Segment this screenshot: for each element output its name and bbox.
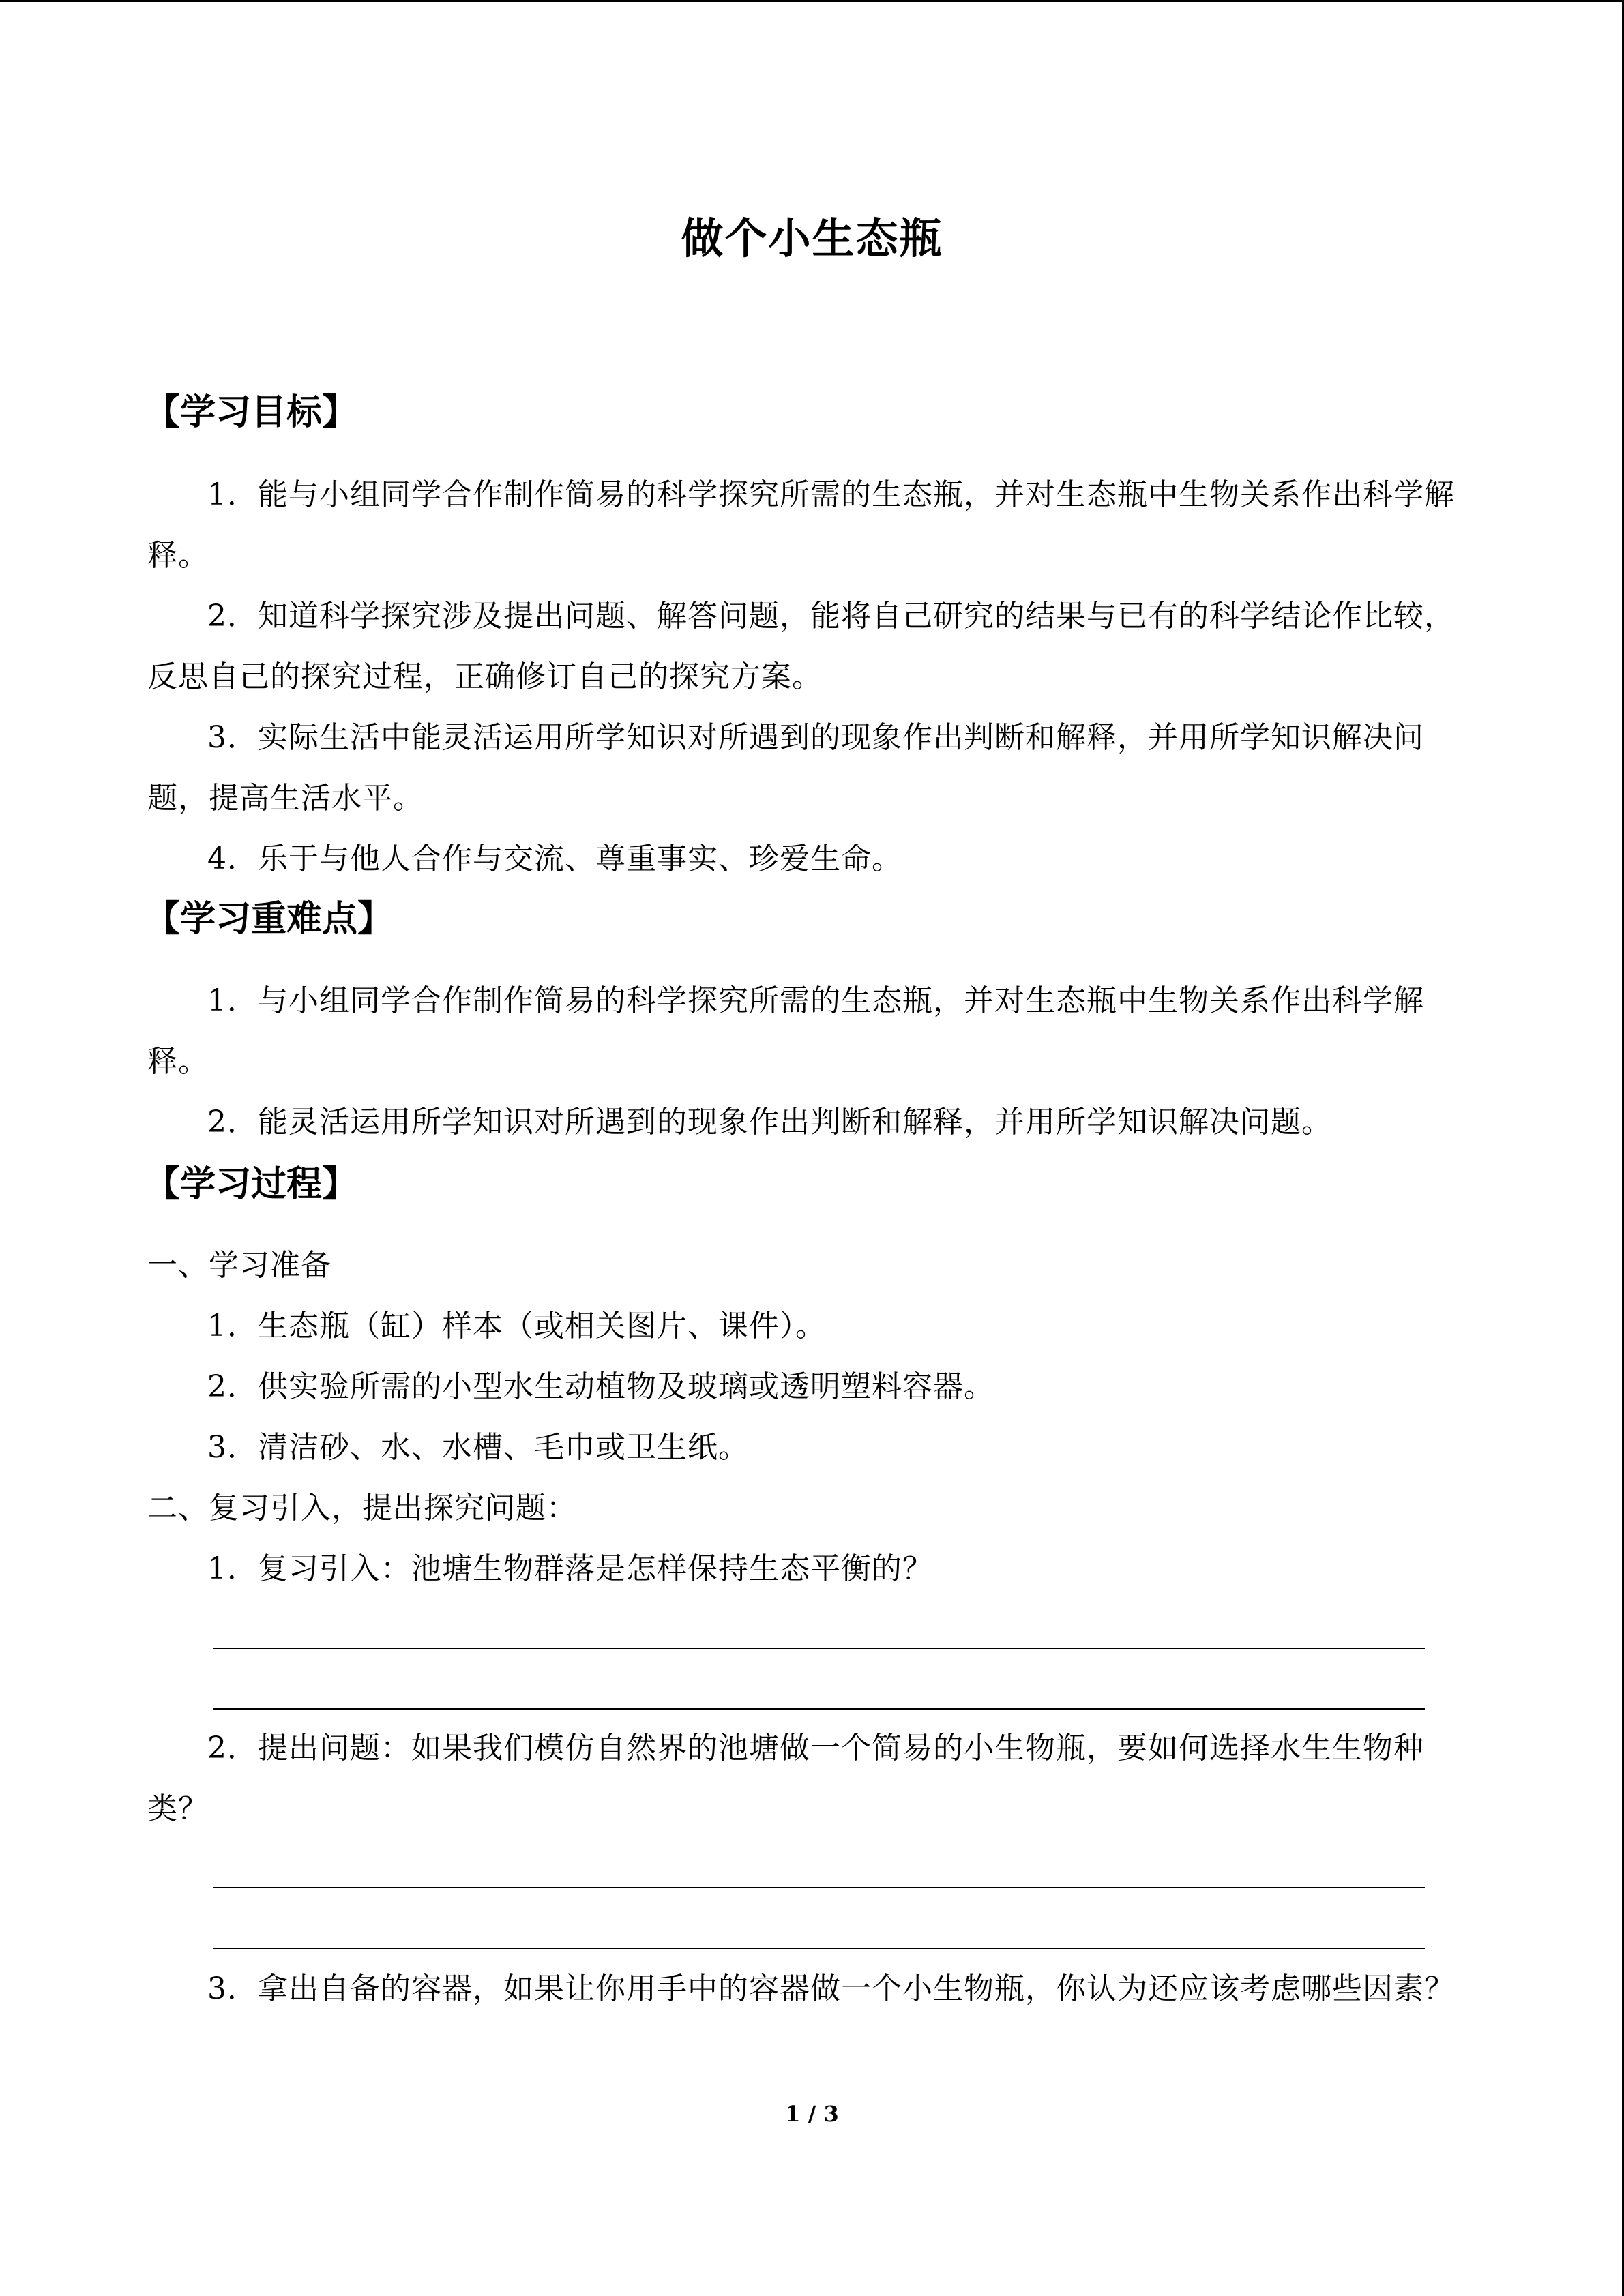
prep-item-2: 2．供实验所需的小型水生动植物及玻璃或透明塑料容器。: [207, 1369, 994, 1404]
answer-line[interactable]: [213, 1708, 1425, 1710]
prep-item-1: 1．生态瓶（缸）样本（或相关图片、课件）。: [207, 1309, 826, 1343]
section-heading-key-points: 【学习重难点】: [145, 899, 394, 940]
process-part1-title: 一、学习准备: [147, 1248, 331, 1283]
page-number: 1 / 3: [785, 2101, 839, 2127]
section-heading-objectives: 【学习目标】: [145, 392, 358, 433]
answer-line[interactable]: [213, 1648, 1425, 1649]
page-title: 做个小生态瓶: [681, 213, 943, 263]
section-heading-process: 【学习过程】: [145, 1164, 358, 1205]
review-item-2: 2．提出问题：如果我们模仿自然界的池塘做一个简易的小生物瓶，要如何选择水生生物种类？: [147, 1731, 1424, 1826]
objective-item-2: 2．知道科学探究涉及提出问题、解答问题，能将自己研究的结果与已有的科学结论作比较，反思自己的探究过程，正确修订自己的探究方案。: [147, 599, 1455, 694]
answer-line[interactable]: [213, 1948, 1425, 1949]
prep-item-3: 3．清洁砂、水、水槽、毛巾或卫生纸。: [207, 1430, 749, 1465]
objective-item-3: 3．实际生活中能灵活运用所学知识对所遇到的现象作出判断和解释，并用所学知识解决问题，提高生活水平。: [147, 720, 1424, 816]
objective-item-4: 4．乐于与他人合作与交流、尊重事实、珍爱生命。: [207, 841, 902, 876]
objective-item-1: 1．能与小组同学合作制作简易的科学探究所需的生态瓶，并对生态瓶中生物关系作出科学解释。: [147, 477, 1455, 573]
process-part2-title: 二、复习引入，提出探究问题：: [147, 1491, 577, 1525]
review-item-1: 1．复习引入：池塘生物群落是怎样保持生态平衡的？: [207, 1551, 933, 1586]
answer-line[interactable]: [213, 1887, 1425, 1888]
review-item-3: 3．拿出自备的容器，如果让你用手中的容器做一个小生物瓶，你认为还应该考虑哪些因素？: [207, 1971, 1455, 2006]
key-point-item-2: 2．能灵活运用所学知识对所遇到的现象作出判断和解释，并用所学知识解决问题。: [207, 1105, 1332, 1139]
key-point-item-1: 1．与小组同学合作制作简易的科学探究所需的生态瓶，并对生态瓶中生物关系作出科学解释。: [147, 983, 1424, 1079]
